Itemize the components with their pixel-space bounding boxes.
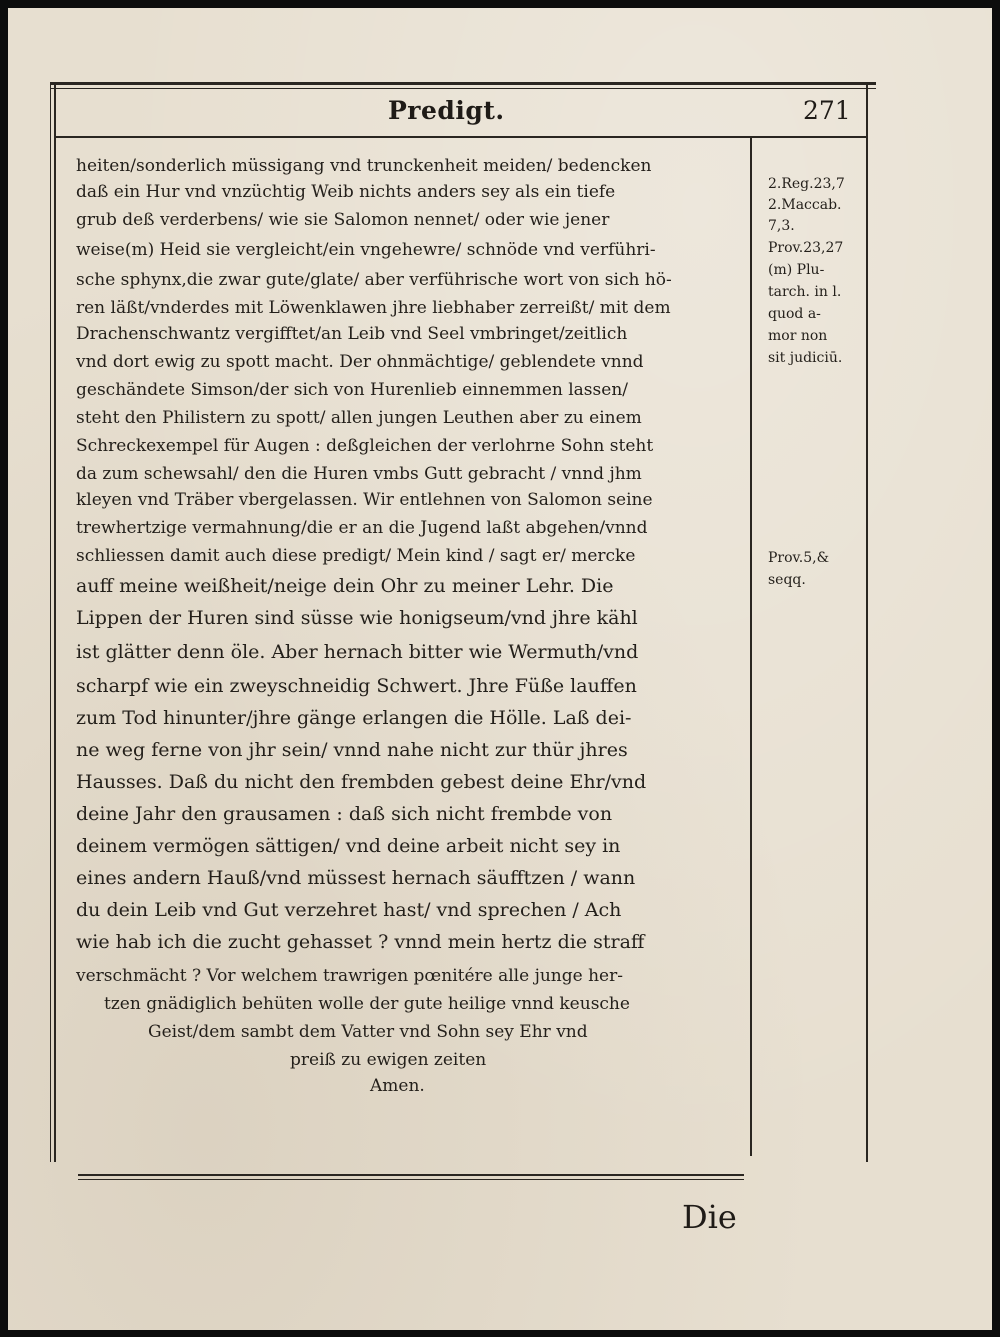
text-line: deine Jahr den grausamen : daß sich nicht frembde von <box>76 803 613 825</box>
margin-note: Prov.23,27 <box>768 240 844 256</box>
text-line: sche sphynx,die zwar gute/glate/ aber verführische wort von sich hö- <box>76 270 672 290</box>
text-line: Drachenschwantz vergifftet/an Leib vnd Seel vmbringet/zeitlich <box>76 324 628 344</box>
book-page <box>8 8 992 1330</box>
top-rule <box>50 82 876 85</box>
margin-note: 2.Maccab. <box>768 197 842 213</box>
text-line: Lippen der Huren sind süsse wie honigseum/vnd jhre kähl <box>76 607 638 629</box>
page-number: 271 <box>803 96 851 125</box>
text-line: scharpf wie ein zweyschneidig Schwert. Jhre Füße lauffen <box>76 675 637 697</box>
text-line: preiß zu ewigen zeiten <box>290 1050 487 1070</box>
text-line: Amen. <box>370 1076 425 1096</box>
text-line: verschmächt ? Vor welchem trawrigen pœnitére alle junge her- <box>76 966 623 986</box>
margin-note: mor non <box>768 328 828 344</box>
text-line: ne weg ferne von jhr sein/ vnnd nahe nicht zur thür jhres <box>76 739 628 761</box>
left-rule-outer <box>50 82 51 1162</box>
column-rule <box>750 136 752 1156</box>
text-line: kleyen vnd Träber vbergelassen. Wir entlehnen von Salomon seine <box>76 490 653 510</box>
margin-note: 2.Reg.23,7 <box>768 176 845 192</box>
text-line: trewhertzige vermahnung/die er an die Jugend laßt abgehen/vnnd <box>76 518 648 538</box>
text-line: eines andern Hauß/vnd müssest hernach säufftzen / wann <box>76 867 636 889</box>
text-line: schliessen damit auch diese predigt/ Mein kind / sagt er/ mercke <box>76 546 636 566</box>
text-line: Schreckexempel für Augen : deßgleichen der verlohrne Sohn steht <box>76 436 654 456</box>
text-line: tzen gnädiglich behüten wolle der gute heilige vnnd keusche <box>104 994 630 1014</box>
margin-note: 7,3. <box>768 218 795 234</box>
text-line: geschändete Simson/der sich von Hurenlieb einnemmen lassen/ <box>76 380 628 400</box>
text-line: deinem vermögen sättigen/ vnd deine arbeit nicht sey in <box>76 835 621 857</box>
top-rule-thin <box>50 88 876 89</box>
text-line: da zum schewsahl/ den die Huren vmbs Gutt gebracht / vnnd jhm <box>76 464 642 484</box>
head-rule <box>54 136 866 138</box>
text-line: vnd dort ewig zu spott macht. Der ohnmächtige/ geblendete vnnd <box>76 352 644 372</box>
text-line: daß ein Hur vnd vnzüchtig Weib nichts anders sey als ein tiefe <box>76 182 616 202</box>
running-title: Predigt. <box>388 96 505 125</box>
text-line: steht den Philistern zu spott/ allen jungen Leuthen aber zu einem <box>76 408 642 428</box>
text-line: auff meine weißheit/neige dein Ohr zu meiner Lehr. Die <box>76 575 614 597</box>
margin-note: (m) Plu- <box>768 262 825 278</box>
margin-note: sit judiciū. <box>768 350 843 366</box>
catchword: Die <box>682 1198 737 1236</box>
text-line: Hausses. Daß du nicht den frembden gebest deine Ehr/vnd <box>76 771 647 793</box>
margin-note: seqq. <box>768 572 806 588</box>
text-line: zum Tod hinunter/jhre gänge erlangen die Hölle. Laß dei- <box>76 707 632 729</box>
margin-note: Prov.5,& <box>768 550 830 566</box>
text-line: wie hab ich die zucht gehasset ? vnnd mein hertz die straff <box>76 931 645 953</box>
text-line: Geist/dem sambt dem Vatter vnd Sohn sey Ehr vnd <box>148 1022 588 1042</box>
text-line: du dein Leib vnd Gut verzehret hast/ vnd sprechen / Ach <box>76 899 622 921</box>
bottom-rule-thin <box>78 1179 744 1180</box>
bottom-rule <box>78 1174 744 1176</box>
text-line: ist glätter denn öle. Aber hernach bitter wie Wermuth/vnd <box>76 641 639 663</box>
text-line: ren läßt/vnderdes mit Löwenklawen jhre liebhaber zerreißt/ mit dem <box>76 298 671 318</box>
left-rule <box>54 82 56 1162</box>
text-line: weise(m) Heid sie vergleicht/ein vngehewre/ schnöde vnd verführi- <box>76 240 656 260</box>
margin-note: quod a- <box>768 306 821 322</box>
text-line: grub deß verderbens/ wie sie Salomon nennet/ oder wie jener <box>76 210 610 230</box>
text-line: heiten/sonderlich müssigang vnd trunckenheit meiden/ bedencken <box>76 156 652 176</box>
margin-note: tarch. in l. <box>768 284 842 300</box>
